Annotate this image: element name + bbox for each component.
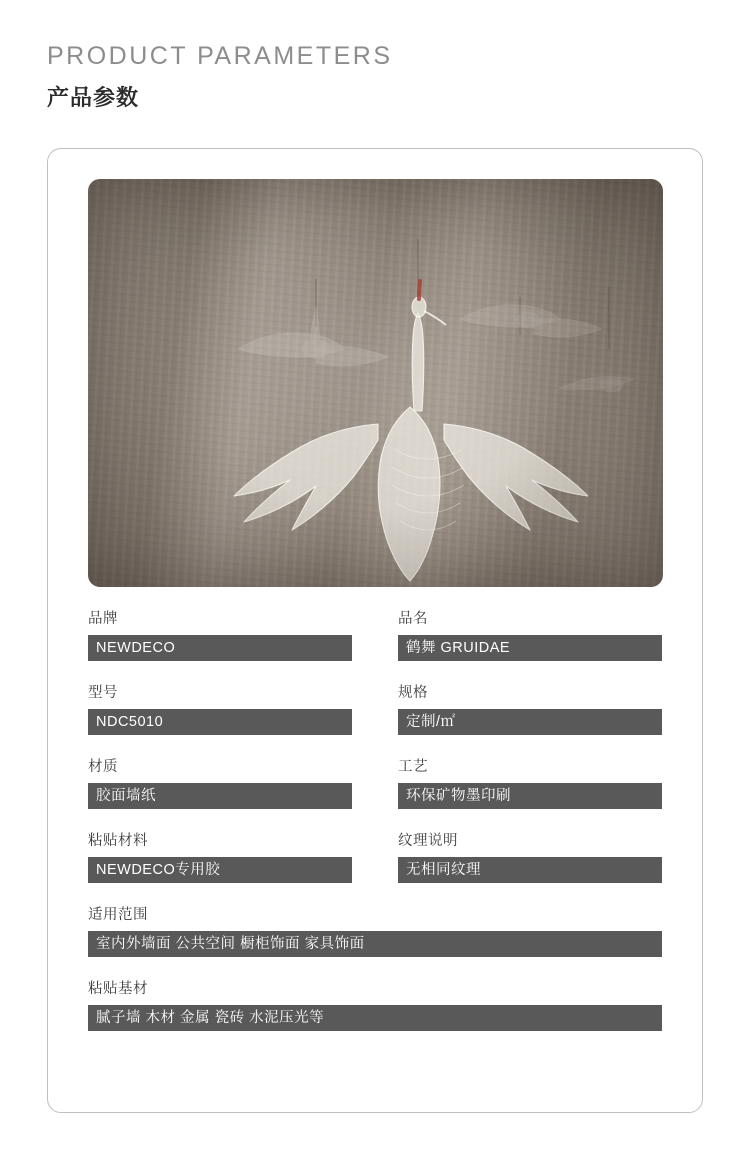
parameter-value: 定制/㎡ (398, 709, 662, 735)
parameter-row (88, 903, 662, 957)
parameter-row (88, 829, 662, 883)
parameter-label: 纹理说明 (398, 833, 458, 849)
parameter-row (88, 681, 662, 735)
image-vignette (88, 179, 663, 587)
parameter-label: 品牌 (88, 611, 118, 627)
parameter-application-scope (88, 903, 662, 957)
parameter-label: 适用范围 (88, 907, 148, 923)
parameter-value: 鹤舞 GRUIDAE (398, 635, 662, 661)
parameter-label: 粘贴基材 (88, 981, 148, 997)
parameter-value: NDC5010 (88, 709, 352, 735)
parameter-value: 无相同纹理 (398, 857, 662, 883)
parameter-value: NEWDECO专用胶 (88, 857, 352, 883)
parameters-card (47, 148, 703, 1113)
parameter-craft (398, 755, 662, 809)
parameter-value: 环保矿物墨印刷 (398, 783, 662, 809)
parameter-row (88, 607, 662, 661)
parameter-material (88, 755, 352, 809)
parameter-product-name (398, 607, 662, 661)
parameter-value: 胶面墙纸 (88, 783, 352, 809)
parameter-specification (398, 681, 662, 735)
product-image (88, 179, 663, 587)
parameter-label: 规格 (398, 685, 428, 701)
parameter-label: 品名 (398, 611, 428, 627)
page-title-cn: 产品参数 (47, 84, 140, 110)
parameter-label: 型号 (88, 685, 118, 701)
parameter-substrate (88, 977, 662, 1031)
parameter-brand (88, 607, 352, 661)
parameter-texture-note (398, 829, 662, 883)
parameters-list (88, 607, 662, 1051)
parameter-value: 腻子墙 木材 金属 瓷砖 水泥压光等 (88, 1005, 662, 1031)
parameter-label: 粘贴材料 (88, 833, 148, 849)
parameter-model (88, 681, 352, 735)
page-header (0, 0, 750, 112)
parameter-value: NEWDECO (88, 635, 352, 661)
parameter-row (88, 977, 662, 1031)
parameter-row (88, 755, 662, 809)
parameter-label: 材质 (88, 759, 118, 775)
page-title-en: PRODUCT PARAMETERS (47, 42, 393, 70)
parameter-value: 室内外墙面 公共空间 橱柜饰面 家具饰面 (88, 931, 662, 957)
parameter-adhesive (88, 829, 352, 883)
parameter-label: 工艺 (398, 759, 428, 775)
